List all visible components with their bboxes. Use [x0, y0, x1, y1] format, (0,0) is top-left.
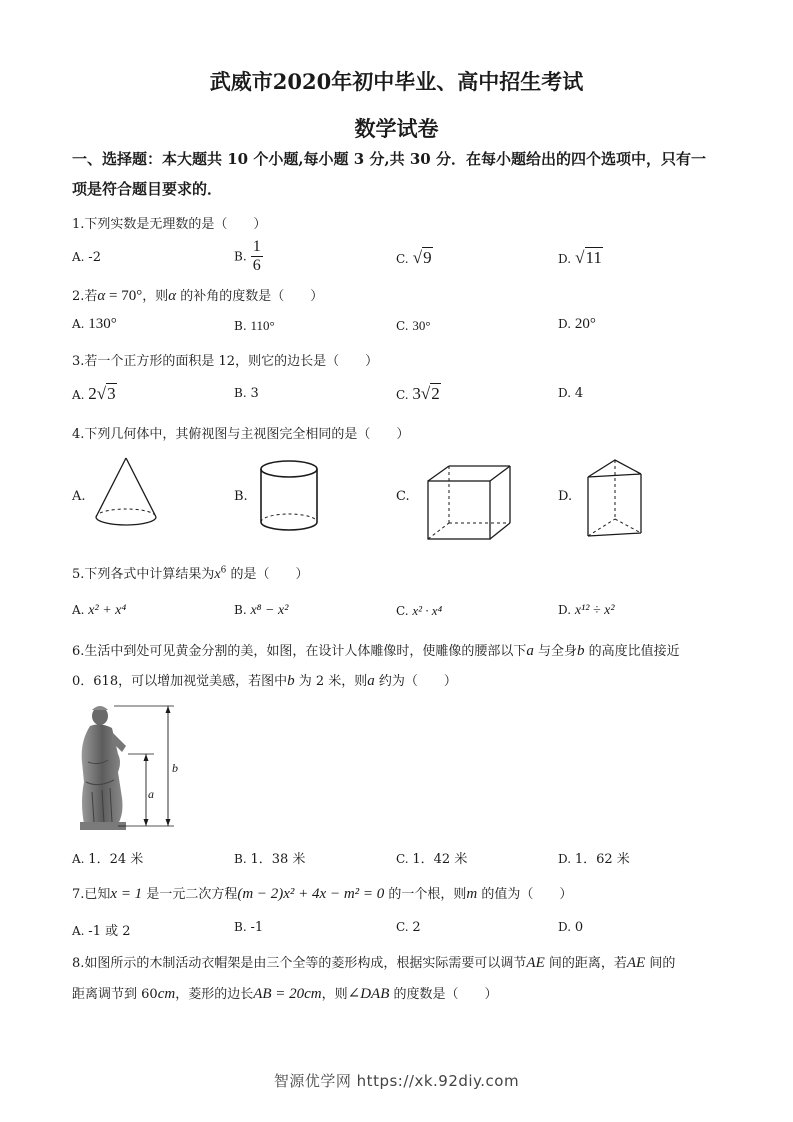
- q1-a-value: -2: [88, 250, 101, 265]
- cylinder-figure: [258, 458, 322, 536]
- q6-option-d: [558, 848, 630, 867]
- q1-d-label: D.: [558, 252, 572, 266]
- q7-a-label: A.: [72, 924, 89, 938]
- q3-c-radicand: 2: [431, 384, 440, 403]
- q3-c-expr: 3√2: [412, 384, 440, 403]
- q2-alpha2: α: [168, 288, 177, 304]
- q2-a-label: A.: [72, 317, 89, 331]
- q2-c-label: C.: [396, 319, 413, 333]
- q6-d-value: 1．62 米: [574, 852, 630, 867]
- q1-b-numerator: 1: [252, 238, 261, 255]
- q6-line2-c: 约为（ ）: [374, 674, 457, 689]
- q1-d-radicand: 11: [585, 248, 602, 267]
- q1-b-label: B.: [234, 249, 247, 264]
- q5-a-label: A.: [72, 603, 89, 617]
- q3-option-b: [234, 386, 259, 401]
- q7-option-a: [72, 920, 131, 939]
- q2-b-value: 110°: [250, 318, 275, 333]
- q3-option-a: [72, 384, 117, 404]
- q3-d-value: 4: [574, 386, 584, 401]
- q8-dab: ∠DAB: [347, 986, 390, 1002]
- q5-option-a: [72, 603, 126, 619]
- q5-suffix: 的是（ ）: [226, 567, 309, 582]
- q5-d-value: x¹² ÷ x²: [574, 603, 615, 618]
- q2-prefix: 2.若: [72, 289, 98, 304]
- q3-c-coef: 3: [412, 384, 421, 403]
- q1-c-label: C.: [396, 252, 409, 266]
- q6-b-label: B.: [234, 852, 251, 866]
- q3-a-expr: 2√3: [88, 384, 116, 403]
- q8-ae2: AE: [626, 955, 646, 971]
- q5-x: x: [214, 567, 221, 582]
- q5-c-label: C.: [396, 604, 413, 618]
- statue-figure: [78, 702, 188, 832]
- q8-line2-d: 的度数是（ ）: [389, 987, 498, 1002]
- q8-line2-b: ，菱形的边长: [175, 987, 254, 1002]
- q2-suffix: 的补角的度数是（ ）: [176, 289, 324, 304]
- q1-b-fraction: [251, 238, 263, 275]
- q3-option-c: [396, 384, 441, 404]
- q8-line1-c: 间的: [645, 956, 676, 971]
- q2-d-label: D.: [558, 317, 575, 331]
- q8-cm1: cm: [157, 986, 176, 1002]
- q2-option-a: [72, 316, 117, 333]
- q2-a-value: 130°: [88, 316, 117, 332]
- q2-alpha: α: [97, 288, 106, 304]
- q3-c-label: C.: [396, 388, 413, 402]
- q1-a-label: A.: [72, 250, 89, 264]
- q6-line1-b: 与全身: [533, 644, 578, 659]
- q4-a-label: A.: [72, 489, 86, 504]
- q7-equation: (m − 2)x² + 4x − m² = 0: [237, 886, 385, 902]
- q5-c-value: x² · x⁴: [412, 603, 443, 618]
- q1-option-d: [558, 248, 603, 268]
- q8-ab: AB = 20cm: [253, 986, 322, 1002]
- q6-line2-a: 0．618，可以增加视觉美感，若图中: [72, 674, 288, 689]
- q1-stem: 1.下列实数是无理数的是（ ）: [72, 217, 267, 232]
- figure-label-b: b: [172, 761, 178, 775]
- q1-c-radicand: 9: [423, 248, 432, 267]
- q3-a-coef: 2: [88, 384, 97, 403]
- q6-option-b: [234, 848, 305, 867]
- q6-option-c: [396, 848, 467, 867]
- q5-d-label: D.: [558, 603, 575, 617]
- triangular-prism-figure: [585, 457, 645, 539]
- q6-var-a2: a: [367, 673, 375, 689]
- q2-option-d: [558, 316, 596, 333]
- section-heading-line2: 项是符合题目要求的．: [72, 180, 223, 198]
- q1-option-a: [72, 250, 101, 265]
- q4-b-label: B.: [234, 489, 248, 504]
- q2-c-value: 30°: [412, 318, 431, 333]
- cube-figure: [425, 463, 513, 543]
- q8-ae1: AE: [526, 955, 545, 971]
- q7-c-value: 2: [412, 920, 421, 935]
- q6-var-b: b: [577, 643, 585, 659]
- q7-b-value: -1: [250, 920, 264, 935]
- q8-line1-b: 间的距离，若: [544, 956, 627, 971]
- q6-var-a: a: [526, 643, 534, 659]
- q6-c-label: C.: [396, 852, 413, 866]
- q8-stem-line1: [72, 952, 675, 972]
- q6-line2-b: 为 2 米，则: [294, 674, 368, 689]
- section-heading-line1: 一、选择题：本大题共 10 个小题,每小题 3 分,共 30 分．在每小题给出的四个选项中，只有一: [72, 150, 706, 168]
- q3-stem: 3.若一个正方形的面积是 12，则它的边长是（ ）: [72, 354, 379, 369]
- q7-option-b: [234, 920, 263, 935]
- q6-line1-a: 6.生活中到处可见黄金分割的美，如图，在设计人体雕像时，使雕像的腰部以下: [72, 644, 527, 659]
- q8-line2-c: ，则: [321, 987, 348, 1002]
- q7-d-value: 0: [574, 920, 584, 935]
- q2-eq: = 70°: [105, 288, 143, 304]
- q6-b-value: 1．38 米: [250, 852, 306, 867]
- q6-stem-line2: [72, 670, 457, 690]
- q5-exp: 6: [220, 565, 227, 576]
- q5-a-value: x² + x⁴: [88, 603, 127, 618]
- q3-d-label: D.: [558, 386, 575, 400]
- q7-mid: 是一元二次方程: [142, 887, 238, 902]
- q5-b-value: x⁸ − x²: [250, 603, 289, 618]
- exam-subtitle: 数学试卷: [354, 116, 439, 141]
- q3-option-d: [558, 386, 583, 401]
- q7-stem: [72, 883, 572, 903]
- q7-a-value: -1 或 2: [88, 924, 131, 939]
- footer-watermark: 智源优学网 https://xk.92diy.com: [273, 1072, 520, 1090]
- q2-d-value: 20°: [574, 316, 596, 332]
- q7-b-label: B.: [234, 920, 251, 934]
- q1-c-sqrt: √9: [412, 248, 432, 267]
- cone-figure: [92, 455, 162, 530]
- q1-option-b: [234, 238, 263, 275]
- q6-d-label: D.: [558, 852, 575, 866]
- q3-b-value: 3: [250, 386, 259, 401]
- exam-title: 武威市2020年初中毕业、高中招生考试: [209, 69, 584, 94]
- q4-c-label: C.: [396, 489, 410, 504]
- q5-option-c: [396, 603, 442, 619]
- q4-d-label: D.: [558, 489, 573, 504]
- q4-stem: 4.下列几何体中，其俯视图与主视图完全相同的是（ ）: [72, 427, 410, 442]
- q6-c-value: 1．42 米: [412, 852, 468, 867]
- q6-a-value: 1．24 米: [88, 852, 144, 867]
- q8-line1-a: 8.如图所示的木制活动衣帽架是由三个全等的菱形构成，根据实际需要可以调节: [72, 956, 527, 971]
- q6-var-b2: b: [287, 673, 295, 689]
- q7-mid2: 的一个根，则: [384, 887, 467, 902]
- q8-stem-line2: [72, 983, 498, 1003]
- q7-option-c: [396, 920, 421, 935]
- q2-b-label: B.: [234, 319, 251, 333]
- q3-a-radicand: 3: [107, 384, 116, 403]
- q5-option-b: [234, 603, 288, 619]
- q6-stem-line1: [72, 640, 680, 660]
- q7-cond: x = 1: [110, 886, 143, 902]
- q8-line2-a: 距离调节到 60: [72, 987, 158, 1002]
- q6-line1-c: 的高度比值接近: [584, 644, 680, 659]
- q7-c-label: C.: [396, 920, 413, 934]
- figure-label-a: a: [148, 787, 154, 801]
- q2-mid: ，则: [142, 289, 169, 304]
- q7-m: m: [466, 886, 478, 902]
- q6-option-a: [72, 848, 143, 867]
- q7-suffix: 的值为（ ）: [477, 887, 573, 902]
- q1-d-sqrt: √11: [575, 248, 602, 267]
- q5-prefix: 5.下列各式中计算结果为: [72, 567, 215, 582]
- q7-option-d: [558, 920, 583, 935]
- q3-a-label: A.: [72, 388, 89, 402]
- q1-b-denominator: 6: [252, 257, 261, 274]
- q5-b-label: B.: [234, 603, 251, 617]
- q5-stem: [72, 563, 309, 583]
- q6-a-label: A.: [72, 852, 89, 866]
- q2-option-c: [396, 318, 431, 334]
- q1-option-c: [396, 248, 433, 268]
- section-heading: [72, 144, 732, 204]
- q5-option-d: [558, 603, 615, 619]
- q7-d-label: D.: [558, 920, 575, 934]
- q7-prefix: 7.已知: [72, 887, 111, 902]
- q3-b-label: B.: [234, 386, 251, 400]
- q2-stem: [72, 285, 323, 305]
- q2-option-b: [234, 318, 275, 334]
